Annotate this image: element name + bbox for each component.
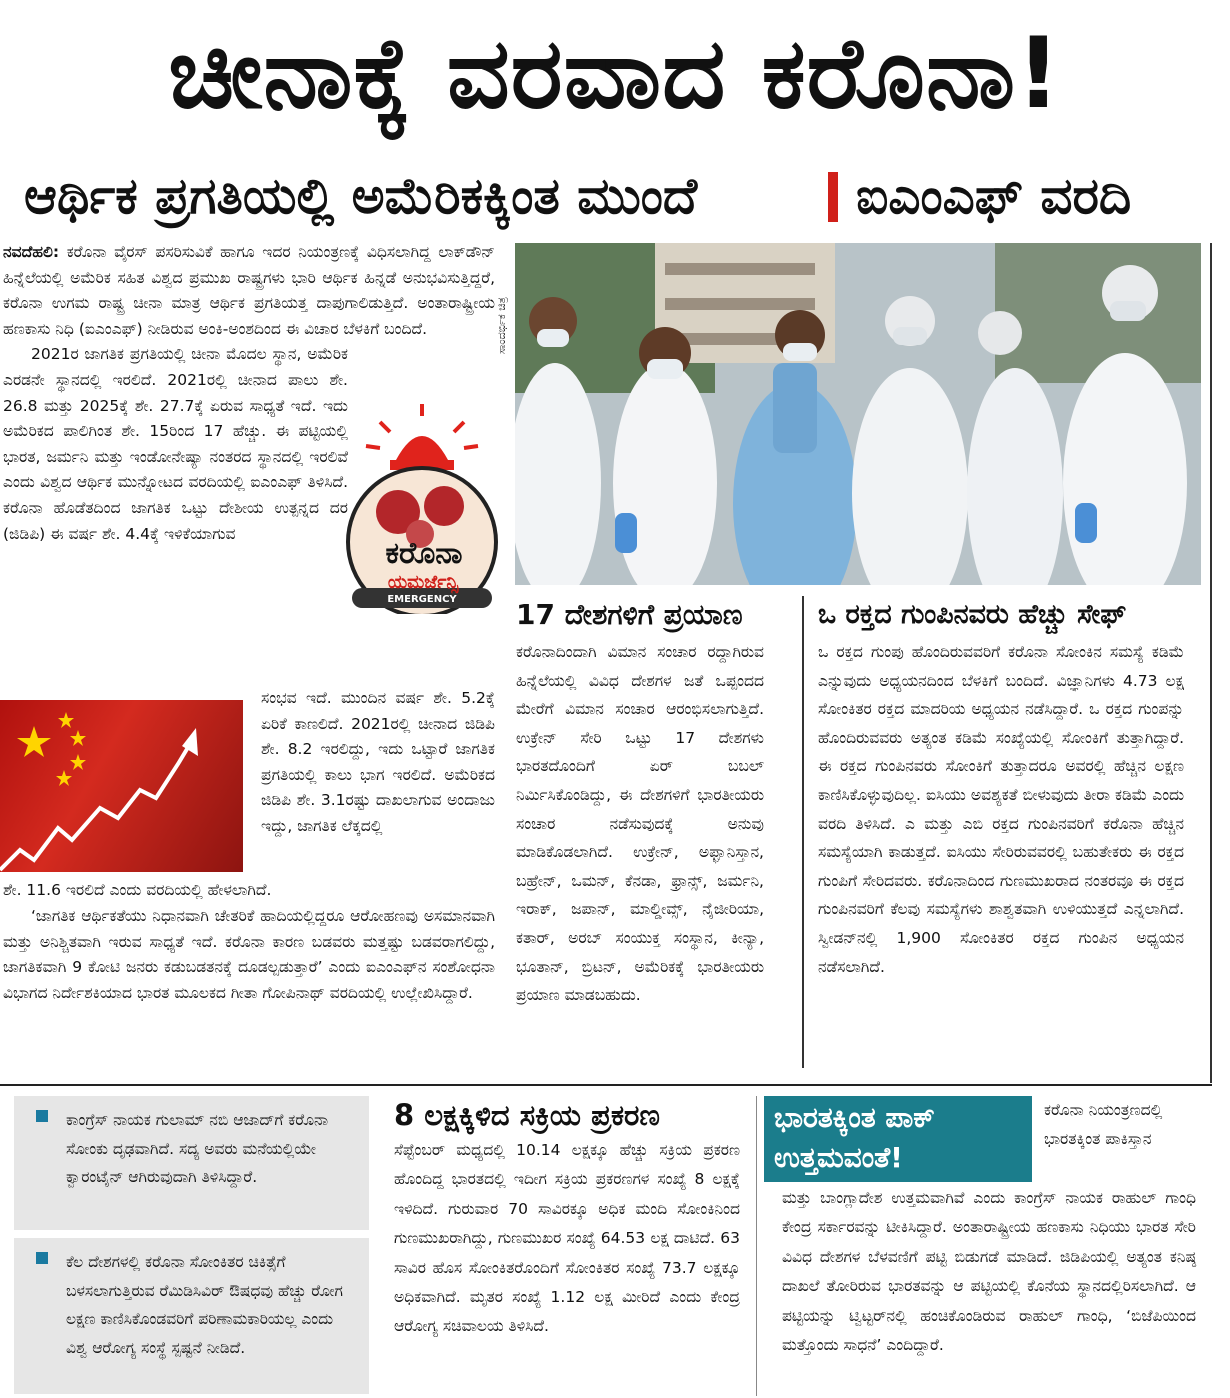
subheadline-left: ಆರ್ಥಿಕ ಪ್ರಗತಿಯಲ್ಲಿ ಅಮೆರಿಕಕ್ಕಿಂತ ಮುಂದೆ	[24, 167, 698, 225]
main-article-p2c: ಶೇ. 11.6 ಇರಲಿದೆ ಎಂದು ವರದಿಯಲ್ಲಿ ಹೇಳಲಾಗಿದೆ.	[3, 881, 272, 899]
article-o-blood-group	[818, 596, 1194, 981]
bullet-icon	[36, 1252, 48, 1264]
subheadline-right: ಐಎಂಎಫ್ ವರದಿ	[856, 167, 1132, 225]
main-article-p1: ಕರೊನಾ ವೈರಸ್ ಪಸರಿಸುವಿಕೆ ಹಾಗೂ ಇದರ ನಿಯಂತ್ರಣಕ್ಕೆ ವಿಧಿಸಲಾಗಿದ್ದ ಲಾಕ್‌ಡೌನ್ ಹಿನ್ನೆಲೆಯಲ್ಲಿ ಅಮೆರಿಕ ಸಹಿತ ವಿಶ್ವದ ಪ್ರಮುಖ ರಾಷ್ಟ್ರಗಳು ಭಾರಿ ಆರ್ಥಿಕ ಹಿನ್ನಡೆ ಅನುಭವಿಸುತ್ತಿದ್ದರೆ, ಕರೊನಾ ಉಗಮ ರಾಷ್ಟ್ರ ಚೀನಾ ಮಾತ್ರ ಆರ್ಥಿಕ ಪ್ರಗತಿಯತ್ತ ದಾಪುಗಾಲಿಡುತ್ತಿದೆ. ಅಂತಾರಾಷ್ಟ್ರೀಯ ಹಣಕಾಸು ನಿಧಿ (ಐಎಂಎಫ್) ನೀಡಿರುವ ಅಂಕಿ-ಅಂಶದಿಂದ ಈ ವಿಚಾರ ಬೆಳಕಿಗೆ ಬಂದಿದೆ.	[3, 243, 495, 338]
china-growth-illustration	[0, 700, 243, 872]
bullet-icon	[36, 1110, 48, 1122]
main-article-p1-block	[3, 240, 495, 342]
column-divider	[802, 596, 804, 1068]
ppe-group-photo	[515, 243, 1201, 585]
main-article-p2: 2021ರ ಜಾಗತಿಕ ಪ್ರಗತಿಯಲ್ಲಿ ಚೀನಾ ಮೊದಲ ಸ್ಥಾನ, ಅಮೆರಿಕ ಎರಡನೇ ಸ್ಥಾನದಲ್ಲಿ ಇರಲಿದೆ. 2021ರಲ್ಲಿ ಚೀನಾದ ಪಾಲು ಶೇ. 26.8 ಮತ್ತು 2025ಕ್ಕೆ ಶೇ. 27.7ಕ್ಕೆ ಏರುವ ಸಾಧ್ಯತೆ ಇದೆ. ಇದು ಅಮೆರಿಕದ ಪಾಲಿಗಿಂತ ಶೇ. 15ರಿಂದ 17 ಹೆಚ್ಚು. ಈ ಪಟ್ಟಿಯಲ್ಲಿ ಭಾರತ, ಜರ್ಮನಿ ಮತ್ತು ಇಂಡೋನೇಷ್ಯಾ ನಂತರದ ಸ್ಥಾನದಲ್ಲಿ ಇರಲಿವೆ ಎಂದು ವಿಶ್ವದ ಆರ್ಥಿಕ ಮುನ್ನೋಟದ ವರದಿಯಲ್ಲಿ ಐಎಂಎಫ್ ತಿಳಿಸಿದೆ. ಕರೊನಾ ಹೊಡೆತದಿಂದ ಜಾಗತಿಕ ಒಟ್ಟು ದೇಶೀಯ ಉತ್ಪನ್ನದ ದರ (ಜಿಡಿಪಿ) ಈ ವರ್ಷ ಶೇ. 4.4ಕ್ಕೆ ಇಳಿಕೆಯಾಗುವ	[3, 345, 348, 543]
main-article-p3: ‘ಜಾಗತಿಕ ಆರ್ಥಿಕತೆಯು ನಿಧಾನವಾಗಿ ಚೇತರಿಕೆ ಹಾದಿಯಲ್ಲಿದ್ದರೂ ಆರೋಹಣವು ಅಸಮಾನವಾಗಿ ಮತ್ತು ಅನಿಶ್ಚಿತವಾಗಿ ಇರುವ ಸಾಧ್ಯತೆ ಇದೆ. ಕರೊನಾ ಕಾರಣ ಬಡವರು ಮತ್ತಷ್ಟು ಬಡವರಾಗಲಿದ್ದು, ಜಾಗತಿಕವಾಗಿ 9 ಕೋಟಿ ಜನರು ಕಡುಬಡತನಕ್ಕೆ ದೂಡಲ್ಪಡುತ್ತಾರೆ’ ಎಂದು ಐಎಂಎಫ್‌ನ ಸಂಶೋಧನಾ ವಿಭಾಗದ ನಿರ್ದೇಶಕಿಯಾದ ಭಾರತ ಮೂಲಕದ ಗೀತಾ ಗೋಪಿನಾಥ್ ವರದಿಯಲ್ಲಿ ಉಲ್ಲೇಖಿಸಿದ್ದಾರೆ.	[3, 907, 495, 1002]
corona-logo-title: ಕರೊನಾ	[385, 536, 463, 571]
article-8-lakh	[394, 1096, 754, 1342]
article-pak-side	[1044, 1096, 1194, 1155]
dateline: ನವದೆಹಲಿ:	[3, 243, 60, 261]
main-article-p2b: ಸಂಭವ ಇದೆ. ಮುಂದಿನ ವರ್ಷ ಶೇ. 5.2ಕ್ಕೆ ಏರಿಕೆ ಕಾಣಲಿದೆ. 2021ರಲ್ಲಿ ಚೀನಾದ ಜಿಡಿಪಿ ಶೇ. 8.2 ಇರಲಿದ್ದು, ಇದು ಒಟ್ಟಾರೆ ಜಾಗತಿಕ ಪ್ರಗತಿಯಲ್ಲಿ ಕಾಲು ಭಾಗ ಇರಲಿದೆ. ಅಮೆರಿಕದ ಜಿಡಿಪಿ ಶೇ. 3.1ರಷ್ಟು ದಾಖಲಾಗುವ ಅಂದಾಜು ಇದ್ದು, ಜಾಗತಿಕ ಲೆಕ್ಕದಲ್ಲಿ	[261, 689, 495, 835]
corona-emergency-logo	[340, 402, 504, 614]
brief-azad-text: ಕಾಂಗ್ರೆಸ್ ನಾಯಕ ಗುಲಾಮ್ ನಬಿ ಆಜಾದ್‌ಗೆ ಕರೊನಾ ಸೋಂಕು ದೃಢವಾಗಿದೆ. ಸದ್ಯ ಅವರು ಮನೆಯಲ್ಲಿಯೇ ಕ್ವಾರಂಟೈನ್ ಆಗಿರುವುದಾಗಿ ತಿಳಿಸಿದ್ದಾರೆ.	[66, 1111, 329, 1187]
article-o-title: ಒ ರಕ್ತದ ಗುಂಪಿನವರು ಹೆಚ್ಚು ಸೇಫ್	[818, 599, 1127, 630]
subheadline	[0, 158, 1230, 234]
article-pak-body	[782, 1184, 1196, 1360]
column-divider	[1210, 243, 1212, 1083]
ppe-photo-illustration	[515, 243, 1201, 585]
brief-azad	[14, 1096, 369, 1230]
section-divider	[0, 1084, 1212, 1086]
article-8-body: ಸೆಪ್ಟೆಂಬರ್ ಮಧ್ಯದಲ್ಲಿ 10.14 ಲಕ್ಷಕ್ಕೂ ಹೆಚ್ಚು ಸಕ್ರಿಯ ಪ್ರಕರಣ ಹೊಂದಿದ್ದ ಭಾರತದಲ್ಲಿ ಇದೀಗ ಸಕ್ರಿಯ ಪ್ರಕರಣಗಳ ಸಂಖ್ಯೆ 8 ಲಕ್ಷಕ್ಕೆ ಇಳಿದಿದೆ. ಗುರುವಾರ 70 ಸಾವಿರಕ್ಕೂ ಅಧಿಕ ಮಂದಿ ಸೋಂಕಿನಿಂದ ಗುಣಮುಖರಾಗಿದ್ದು, ಗುಣಮುಖರ ಸಂಖ್ಯೆ 64.53 ಲಕ್ಷ ದಾಟಿದೆ. 63 ಸಾವಿರ ಹೊಸ ಸೋಂಕಿತರೊಂದಿಗೆ ಸೋಂಕಿತರ ಸಂಖ್ಯೆ 73.7 ಲಕ್ಷಕ್ಕೂ ಅಧಿಕವಾಗಿದೆ. ಮೃತರ ಸಂಖ್ಯೆ 1.12 ಲಕ್ಷ ಮೀರಿದೆ ಎಂದು ಕೇಂದ್ರ ಆರೋಗ್ಯ ಸಚಿವಾಲಯ ತಿಳಿಸಿದೆ.	[394, 1141, 740, 1336]
corona-logo-subtitle: ಯಮರ್ಜೆನ್ಸಿ	[387, 572, 459, 593]
brief-remdesivir-text: ಕೆಲ ದೇಶಗಳಲ್ಲಿ ಕರೊನಾ ಸೋಂಕಿತರ ಚಿಕಿತ್ಸೆಗೆ ಬಳಸಲಾಗುತ್ತಿರುವ ರೆಮಿಡಿಸಿವಿರ್ ಔಷಧವು ಹೆಚ್ಚು ರೋಗ ಲಕ್ಷಣ ಕಾಣಿಸಿಕೊಂಡವರಿಗೆ ಪರಿಣಾಮಕಾರಿಯಲ್ಲ ಎಂದು ವಿಶ್ವ ಆರೋಗ್ಯ ಸಂಸ್ಥೆ ಸ್ಪಷ್ಟನೆ ನೀಡಿದೆ.	[66, 1253, 343, 1357]
article-pak-title: ಭಾರತಕ್ಕಿಂತ ಪಾಕ್ ಉತ್ತಮವಂತೆ!	[764, 1096, 1032, 1182]
main-article-p3-block	[3, 904, 495, 1006]
article-8-title: 8 ಲಕ್ಷಕ್ಕಿಳಿದ ಸಕ್ರಿಯ ಪ್ರಕರಣ	[394, 1098, 660, 1132]
corona-logo-tag: EMERGENCY	[387, 594, 457, 605]
brief-remdesivir	[14, 1238, 369, 1394]
main-article-p2-block	[3, 342, 348, 547]
headline: ಚೀನಾಕ್ಕೆ ವರವಾದ ಕರೊನಾ!	[168, 17, 1062, 131]
article-o-body: ಒ ರಕ್ತದ ಗುಂಪು ಹೊಂದಿರುವವರಿಗೆ ಕರೊನಾ ಸೋಂಕಿನ ಸಮಸ್ಯೆ ಕಡಿಮೆ ಎನ್ನುವುದು ಅಧ್ಯಯನದಿಂದ ಬೆಳಕಿಗೆ ಬಂದಿದೆ. ವಿಜ್ಞಾನಿಗಳು 4.73 ಲಕ್ಷ ಸೋಂಕಿತರ ರಕ್ತದ ಮಾದರಿಯ ಅಧ್ಯಯನ ನಡೆಸಿದ್ದಾರೆ. ಒ ರಕ್ತದ ಗುಂಪನ್ನು ಹೊಂದಿರುವವರು ಅತ್ಯಂತ ಕಡಿಮೆ ಸಂಖ್ಯೆಯಲ್ಲಿ ಸೋಂಕಿಗೆ ತುತ್ತಾಗಿದ್ದಾರೆ. ಈ ರಕ್ತದ ಗುಂಪಿನವರು ಸೋಂಕಿಗೆ ತುತ್ತಾದರೂ ಅವರಲ್ಲಿ ಹೆಚ್ಚಿನ ಲಕ್ಷಣ ಕಾಣಿಸಿಕೊಳ್ಳುವುದಿಲ್ಲ. ಐಸಿಯು ಅವಶ್ಯಕತೆ ಬೀಳುವುದು ತೀರಾ ಕಡಿಮೆ ಎಂದು ವರದಿ ತಿಳಿಸಿದೆ. ಎ ಮತ್ತು ಎಬಿ ರಕ್ತದ ಗುಂಪಿನವರಿಗೆ ಕರೊನಾ ಹೆಚ್ಚಿನ ಸಮಸ್ಯೆಯಾಗಿ ಕಾಡುತ್ತದೆ. ಐಸಿಯು ಸೇರಿರುವವರಲ್ಲಿ ಬಹುತೇಕರು ಈ ರಕ್ತದ ಗುಂಪಿಗೆ ಸೇರಿದವರು. ಕರೊನಾದಿಂದ ಗುಣಮುಖರಾದ ನಂತರವೂ ಈ ರಕ್ತದ ಗುಂಪಿನವರಿಗೆ ಕೆಲವು ಸಮಸ್ಯೆಗಳು ಶಾಶ್ವತವಾಗಿ ಉಳಿಯುತ್ತದೆ ಎನ್ನಲಾಗಿದೆ. ಸ್ವೀಡನ್‌ನಲ್ಲಿ 1,900 ಸೋಂಕಿತರ ರಕ್ತದ ಗುಂಪಿನ ಅಧ್ಯಯನ ನಡೆಸಲಾಗಿದೆ.	[818, 643, 1184, 976]
article-pak-side-text: ಕರೊನಾ ನಿಯಂತ್ರಣದಲ್ಲಿ ಭಾರತಕ್ಕಿಂತ ಪಾಕಿಸ್ತಾನ	[1044, 1101, 1163, 1149]
article-pak-body-text: ಮತ್ತು ಬಾಂಗ್ಲಾದೇಶ ಉತ್ತಮವಾಗಿವೆ ಎಂದು ಕಾಂಗ್ರೆಸ್ ನಾಯಕ ರಾಹುಲ್ ಗಾಂಧಿ ಕೇಂದ್ರ ಸರ್ಕಾರವನ್ನು ಟೀಕಿಸಿದ್ದಾರೆ. ಅಂತಾರಾಷ್ಟ್ರೀಯ ಹಣಕಾಸು ನಿಧಿಯು ಭಾರತ ಸೇರಿ ವಿವಿಧ ದೇಶಗಳ ಬೆಳವಣಿಗೆ ಪಟ್ಟಿ ಬಿಡುಗಡೆ ಮಾಡಿದೆ. ಜಿಡಿಪಿಯಲ್ಲಿ ಅತ್ಯಂತ ಕನಿಷ್ಠ ದಾಖಲೆ ತೋರಿರುವ ಭಾರತವನ್ನು ಆ ಪಟ್ಟಿಯಲ್ಲಿ ಕೊನೆಯ ಸ್ಥಾನದಲ್ಲಿರಿಸಲಾಗಿದೆ. ಆ ಪಟ್ಟಿಯನ್ನು ಟ್ವಿಟ್ಟರ್‌ನಲ್ಲಿ ಹಂಚಿಕೊಂಡಿರುವ ರಾಹುಲ್ ಗಾಂಧಿ, ‘ಬಿಜೆಪಿಯಿಂದ ಮತ್ತೊಂದು ಸಾಧನೆ’ ಎಂದಿದ್ದಾರೆ.	[782, 1189, 1196, 1355]
article-17-countries	[516, 596, 772, 1010]
column-divider	[756, 1096, 757, 1396]
article-17-body: ಕರೊನಾದಿಂದಾಗಿ ವಿಮಾನ ಸಂಚಾರ ರದ್ದಾಗಿರುವ ಹಿನ್ನೆಲೆಯಲ್ಲಿ ವಿವಿಧ ದೇಶಗಳ ಜತೆ ಒಪ್ಪಂದದ ಮೇರೆಗೆ ವಿಮಾನ ಸಂಚಾರ ಆರಂಭಿಸಲಾಗುತ್ತಿದೆ. ಉಕ್ರೇನ್ ಸೇರಿ ಒಟ್ಟು 17 ದೇಶಗಳು ಭಾರತದೊಂದಿಗೆ ಏರ್ ಬಬಲ್ ನಿರ್ಮಿಸಿಕೊಂಡಿದ್ದು, ಈ ದೇಶಗಳಿಗೆ ಭಾರತೀಯರು ಸಂಚಾರ ನಡೆಸುವುದಕ್ಕೆ ಅನುವು ಮಾಡಿಕೊಡಲಾಗಿದೆ. ಉಕ್ರೇನ್, ಅಫ್ಘಾನಿಸ್ತಾನ, ಬಹ್ರೇನ್, ಒಮನ್, ಕೆನಡಾ, ಫ್ರಾನ್ಸ್, ಜರ್ಮನಿ, ಇರಾಕ್, ಜಪಾನ್, ಮಾಲ್ಡೀವ್ಸ್, ನೈಜೀರಿಯಾ, ಕತಾರ್, ಅರಬ್ ಸಂಯುಕ್ತ ಸಂಸ್ಥಾನ, ಕೀನ್ಯಾ, ಭೂತಾನ್, ಬ್ರಿಟನ್, ಅಮೆರಿಕಕ್ಕೆ ಭಾರತೀಯರು ಪ್ರಯಾಣ ಮಾಡಬಹುದು.	[516, 643, 764, 1005]
article-17-title: 17 ದೇಶಗಳಿಗೆ ಪ್ರಯಾಣ	[516, 598, 743, 631]
subheadline-separator	[828, 172, 838, 222]
photo-credit: ಸಾಂದರ್ಭಿಕ ಚಿತ್ರ	[495, 297, 508, 354]
china-growth-image	[0, 700, 243, 872]
